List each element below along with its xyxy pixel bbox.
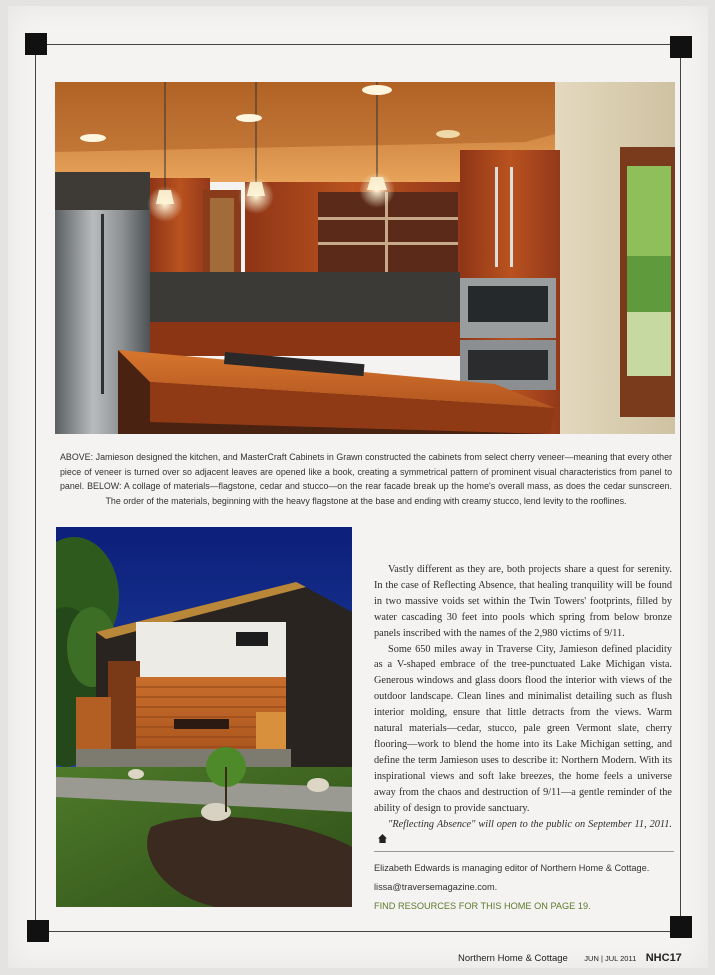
article-paragraph: Vastly different as they are, both projects share a quest for serenity. In the case of Reflecting Absence, that healing tranquility will be found in two massive voids set within the Twin Towers' footprints, filled by water cascading 30 feet into pools which spring from below bronze panels inscribed with the names of the 2,980 victims of 9/11. [374,564,672,639]
crop-mark-top-right [670,36,692,58]
house-end-mark-icon [378,834,387,843]
author-email[interactable]: lissa@traversemagazine.com. [374,881,498,892]
footer-issue-date: JUN | JUL 2011 [584,954,637,963]
crop-mark-bottom-left [27,920,49,942]
crop-mark-top-left [25,33,47,55]
page-footer [458,948,682,966]
closing-line-text: "Reflecting Absence" will open to the public on September 11, 2011. [388,818,672,830]
photo-caption: ABOVE: Jamieson designed the kitchen, and MasterCraft Cabinets in Grawn constructed the cabinets from select cherry veneer—meaning that every other piece of veneer is turned over so adjacent leaves are opened like a book, creating a symmetrical pattern of prominent visual characteristics from panel to panel. BELOW: A collage of materials—flagstone, cedar and stucco—on the rear facade break up the home's overall mass, as does the cedar sunscreen. The order of the materials, beginning with the heavy flagstone at the base and ending with creamy stucco, lend levity to the rooflines. [60,452,672,506]
trim-line-right [680,58,681,916]
trim-line-top [47,44,670,45]
crop-mark-bottom-right [670,916,692,938]
trim-line-left [35,55,36,920]
resources-link[interactable]: FIND RESOURCES FOR THIS HOME ON PAGE 19. [374,900,591,911]
article-paragraph: Some 650 miles away in Traverse City, Jamieson defined placidity as a V-shaped embrace of the tree-punctuated Lake Michigan vista. Generous windows and glass doors flood the interior with views of the outdoor landscape. Clean lines and minimalist detailing such as flush interior molding, ensure that little detracts from the views. Warm natural materials—cedar, stucco, pale green Vermont slate, cherry flooring—work to blend the home into its Lake Michigan setting, and define the term Jamieson uses to describe it: Northern Modern. With its inspirational views and soft lake breezes, the home feels a universe away from the chaos and destruction of 9/11—a gentle reminder of the ability of design to provide sanctuary. [374,643,672,814]
trim-line-bottom [49,931,670,932]
house-exterior-photo [56,527,352,907]
footer-magazine-name: Northern Home & Cottage [458,953,568,964]
magazine-page [8,6,708,968]
page-folio: NHC17 [645,952,682,964]
bio-separator [374,851,674,852]
kitchen-photo [55,82,675,434]
author-bio-line: Elizabeth Edwards is managing editor of Northern Home & Cottage. [374,863,650,873]
article-closing-line [374,817,672,849]
article-body [374,562,672,848]
author-bio [374,859,674,915]
